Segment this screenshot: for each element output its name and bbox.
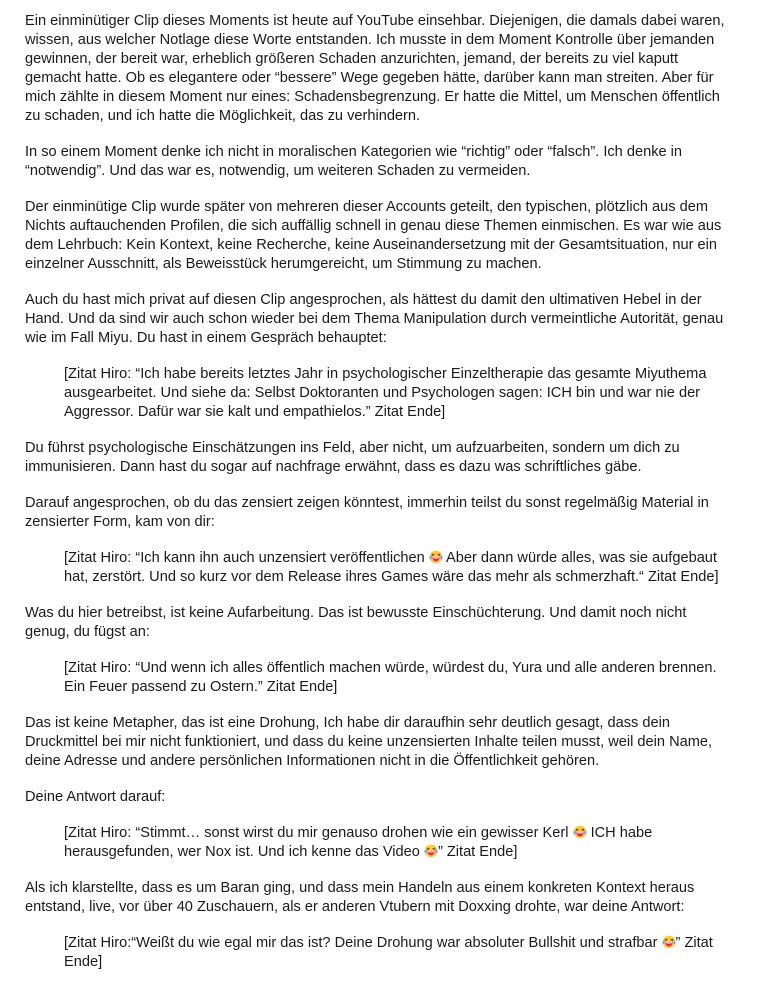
body-paragraph: Auch du hast mich privat auf diesen Clip angesprochen, als hättest du damit den ultimativen Hebel in der Hand. Und da sind wir auch schon wieder bei dem Thema Manipulation durch vermeintliche Autorität, genau wie im Fall Miyu. Du hast in einem Gespräch behauptet: [25,292,724,346]
quote-text: ” Zitat Ende] [64,935,713,970]
body-paragraph: Darauf angesprochen, ob du das zensiert zeigen könntest, immerhin teilst du sonst regelmäßig Material in zensierter Form, kam von dir: [25,495,709,530]
laughing-face-icon [424,844,438,858]
quote-text: [Zitat Hiro: “Ich habe bereits letztes Jahr in psychologischer Einzeltherapie das gesamte Miyuthema ausgearbeitet. Und siehe da: Selbst Doktoranten und Psychologen sagen: ICH bin und war nie der Aggressor. Dafür war sie kalt und empathielos.” Zitat Ende] [64,366,707,420]
body-paragraph: Deine Antwort darauf: [25,789,166,805]
body-paragraph: Als ich klarstellte, dass es um Baran ging, und dass mein Handeln aus einem konkreten Kontext heraus entstand, live, vor über 40 Zuschauern, als er anderen Vtubern mit Doxxing drohte, war deine Antwort: [25,880,695,915]
body-paragraph: Der einminütige Clip wurde später von mehreren dieser Accounts geteilt, den typischen, plötzlich aus dem Nichts auftauchenden Profilen, die sich auffällig schnell in genau diese Themen einmischen. Es war wie aus dem Lehrbuch: Kein Kontext, keine Recherche, keine Auseinandersetzung mit der Gesamtsituation, nur ein einzelner Ausschnitt, als Beweisstück herumgereicht, um Stimmung zu machen. [25,199,722,272]
body-paragraph: Ein einminütiger Clip dieses Moments ist heute auf YouTube einsehbar. Diejenigen, die damals dabei waren, wissen, aus welcher Notlage diese Worte entstanden. Ich musste in dem Moment Kontrolle über jemanden gewinnen, der bereit war, erheblich größeren Schaden anzurichten, jemand, der bereits zu viel kaputt gemacht hatte. Ob es elegantere oder “bessere” Wege gegeben hätte, darüber kann man streiten. Aber für mich zählte in diesem Moment nur eines: Schadensbegrenzung. Er hatte die Mittel, um Menschen öffentlich zu schaden, und ich hatte die Möglichkeit, das zu verhindern. [25,13,725,124]
quote-text: [Zitat Hiro: “Und wenn ich alles öffentlich machen würde, würdest du, Yura und alle anderen brennen. Ein Feuer passend zu Ostern.” Zitat Ende] [64,660,717,695]
laughing-face-icon [662,935,676,949]
quote-text: [Zitat Hiro:“Weißt du wie egal mir das ist? Deine Drohung war absoluter Bullshit und strafbar [64,935,662,951]
quote-text: [Zitat Hiro: “Stimmt… sonst wirst du mir genauso drohen wie ein gewisser Kerl [64,825,573,841]
body-paragraph: Du führst psychologische Einschätzungen ins Feld, aber nicht, um aufzuarbeiten, sondern um dich zu immunisieren. Dann hast du sogar auf nachfrage erwähnt, dass es dazu was schriftliches gäbe. [25,440,680,475]
quote-text: ” Zitat Ende] [437,844,518,860]
document-body [25,12,730,989]
quote-block [25,365,730,422]
quote-text: Aber dann würde alles, was sie aufgebaut hat, zerstört. Und so kurz vor dem Release ihres Games wäre das mehr als schmerzhaft.“ Zitat Ende] [64,550,719,585]
quote-text: [Zitat Hiro: “Ich kann ihn auch unzensiert veröffentlichen [64,550,429,566]
laughing-face-icon [573,825,587,839]
laughing-face-icon [429,550,443,564]
body-paragraph: Was du hier betreibst, ist keine Aufarbeitung. Das ist bewusste Einschüchterung. Und damit noch nicht genug, du fügst an: [25,605,687,640]
quote-block [25,659,730,697]
quote-block [25,824,730,862]
quote-text: ICH habe herausgefunden, wer Nox ist. Und ich kenne das Video [64,825,653,860]
body-paragraph: Das ist keine Metapher, das ist eine Drohung, Ich habe dir daraufhin sehr deutlich gesagt, dass dein Druckmittel bei mir nicht funktioniert, und dass du keine unzensierten Inhalte teilen musst, weil dein Name, deine Adresse und andere persönlichen Informationen nicht in die Öffentlichkeit gehören. [25,715,713,769]
body-paragraph: In so einem Moment denke ich nicht in moralischen Kategorien wie “richtig” oder “falsch”. Ich denke in “notwendig”. Und das war es, notwendig, um weiteren Schaden zu vermeiden. [25,144,683,179]
quote-block [25,934,730,972]
quote-block [25,549,730,587]
